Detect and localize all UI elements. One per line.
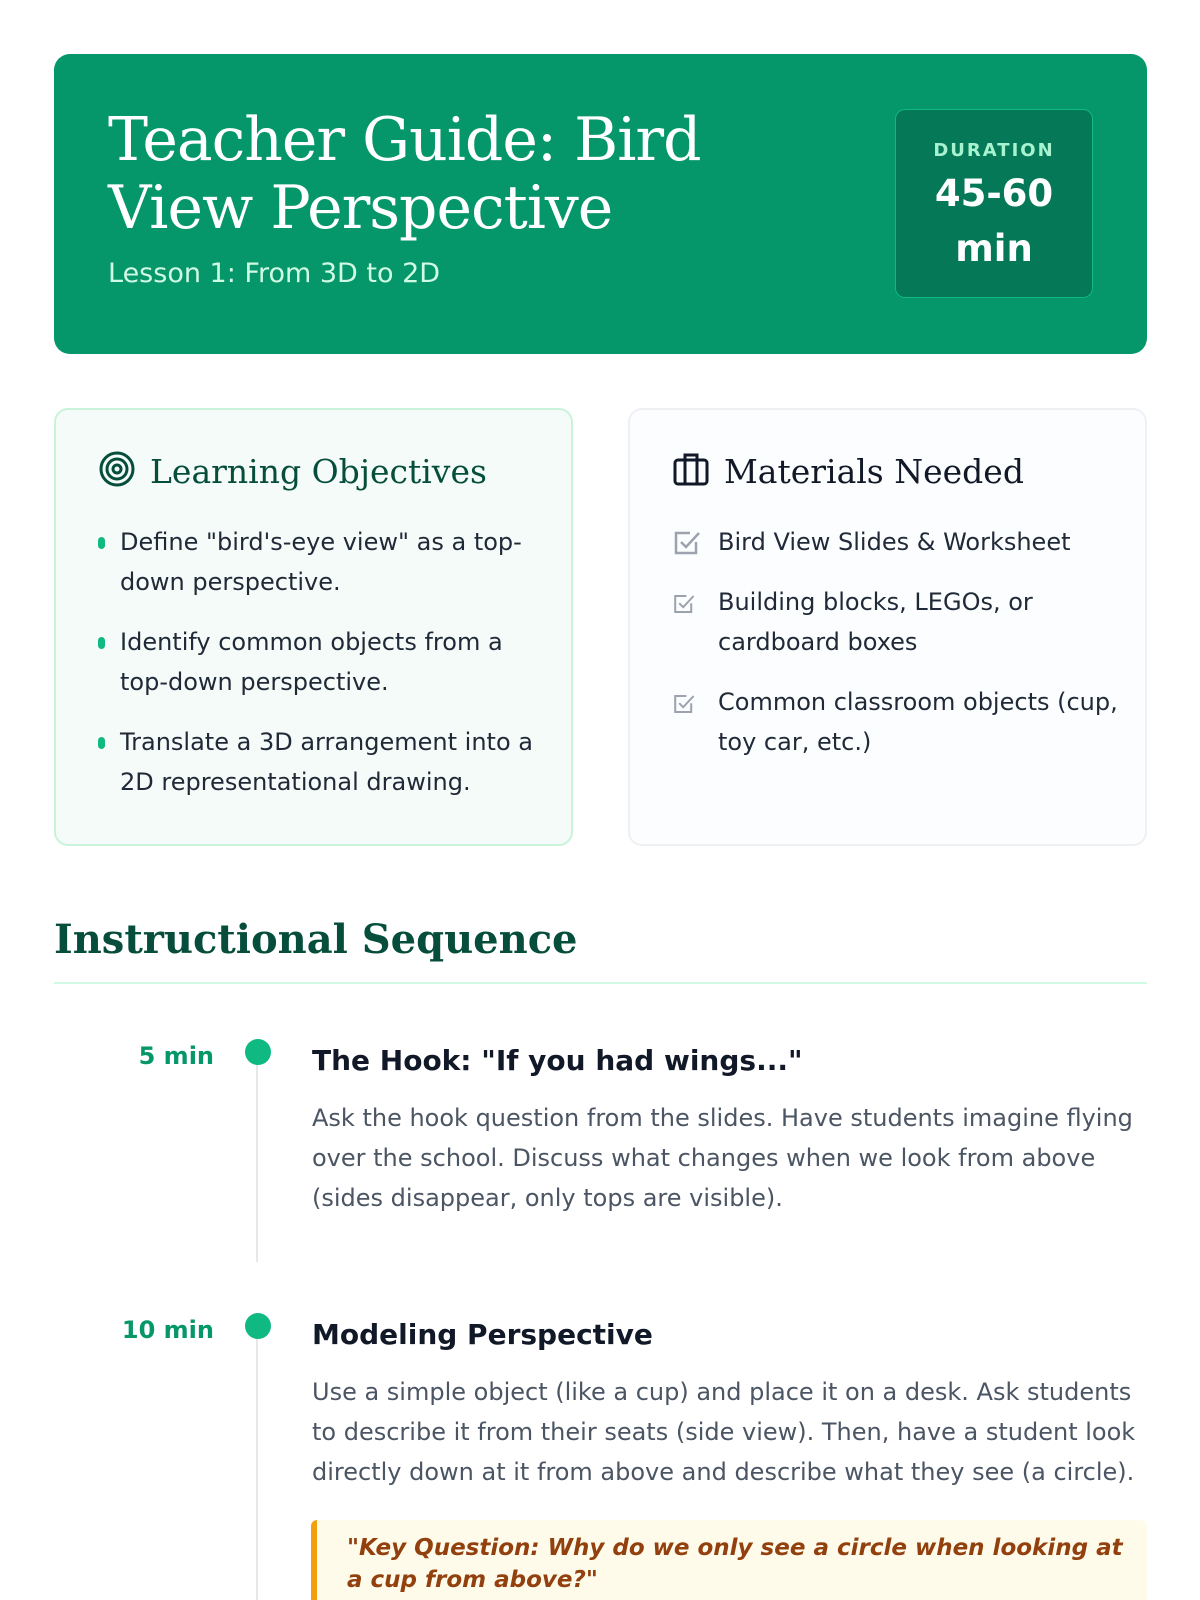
materials-heading-text: Materials Needed [724, 451, 1024, 491]
duration-label: DURATION [933, 140, 1055, 161]
list-item [98, 622, 538, 702]
key-question-text: "Key Question: Why do we only see a circle when looking at a cup from above?" [347, 1535, 1123, 1593]
material-text: Building blocks, LEGOs, or cardboard boxes [718, 588, 1033, 656]
materials-list [672, 522, 1122, 782]
bullet-icon [98, 737, 105, 749]
page-title: Teacher Guide: Bird View Perspective [108, 105, 701, 243]
timeline-line [256, 1052, 258, 1262]
duration-badge [895, 109, 1093, 298]
objectives-card [54, 408, 573, 846]
objectives-list [98, 522, 538, 822]
list-item [672, 522, 1122, 562]
timeline-dot-icon [245, 1039, 271, 1065]
objectives-heading [98, 450, 487, 492]
list-item [672, 682, 1122, 762]
step-time: 5 min [138, 1042, 214, 1070]
lesson-header [54, 54, 1147, 354]
bullet-icon [98, 637, 105, 649]
list-item [98, 722, 538, 802]
step-time: 10 min [121, 1316, 214, 1344]
material-text: Bird View Slides & Worksheet [718, 528, 1071, 556]
section-title: Instructional Sequence [54, 916, 578, 963]
target-icon [98, 450, 136, 492]
materials-heading [672, 450, 1024, 492]
lesson-subtitle: Lesson 1: From 3D to 2D [108, 258, 441, 289]
step-title: Modeling Perspective [312, 1318, 653, 1351]
checkbox-icon [672, 688, 696, 728]
checkbox-icon [672, 528, 702, 570]
objective-text: Define "bird's-eye view" as a top-down perspective. [120, 528, 522, 596]
objective-text: Translate a 3D arrangement into a 2D representational drawing. [120, 728, 533, 796]
list-item [98, 522, 538, 602]
material-text: Common classroom objects (cup, toy car, etc.) [718, 688, 1118, 756]
step-description: Ask the hook question from the slides. Have students imagine flying over the school. Discuss what changes when we look from above (sides disappear, only tops are visible). [312, 1104, 1133, 1212]
section-divider [54, 982, 1147, 984]
materials-card [628, 408, 1147, 846]
timeline-line [256, 1326, 258, 1600]
step-description: Use a simple object (like a cup) and place it on a desk. Ask students to describe it from their seats (side view). Then, have a student look directly down at it from above and describe what they see (a circle). [312, 1378, 1136, 1486]
key-question-callout [311, 1520, 1147, 1600]
list-item [672, 582, 1122, 662]
briefcase-icon [672, 450, 710, 492]
duration-value: 45-60 min [934, 172, 1054, 270]
timeline-dot-icon [245, 1313, 271, 1339]
checkbox-icon [672, 588, 696, 628]
bullet-icon [98, 537, 105, 549]
objective-text: Identify common objects from a top-down perspective. [120, 628, 503, 696]
step-title: The Hook: "If you had wings..." [312, 1044, 803, 1077]
objectives-heading-text: Learning Objectives [150, 451, 487, 491]
